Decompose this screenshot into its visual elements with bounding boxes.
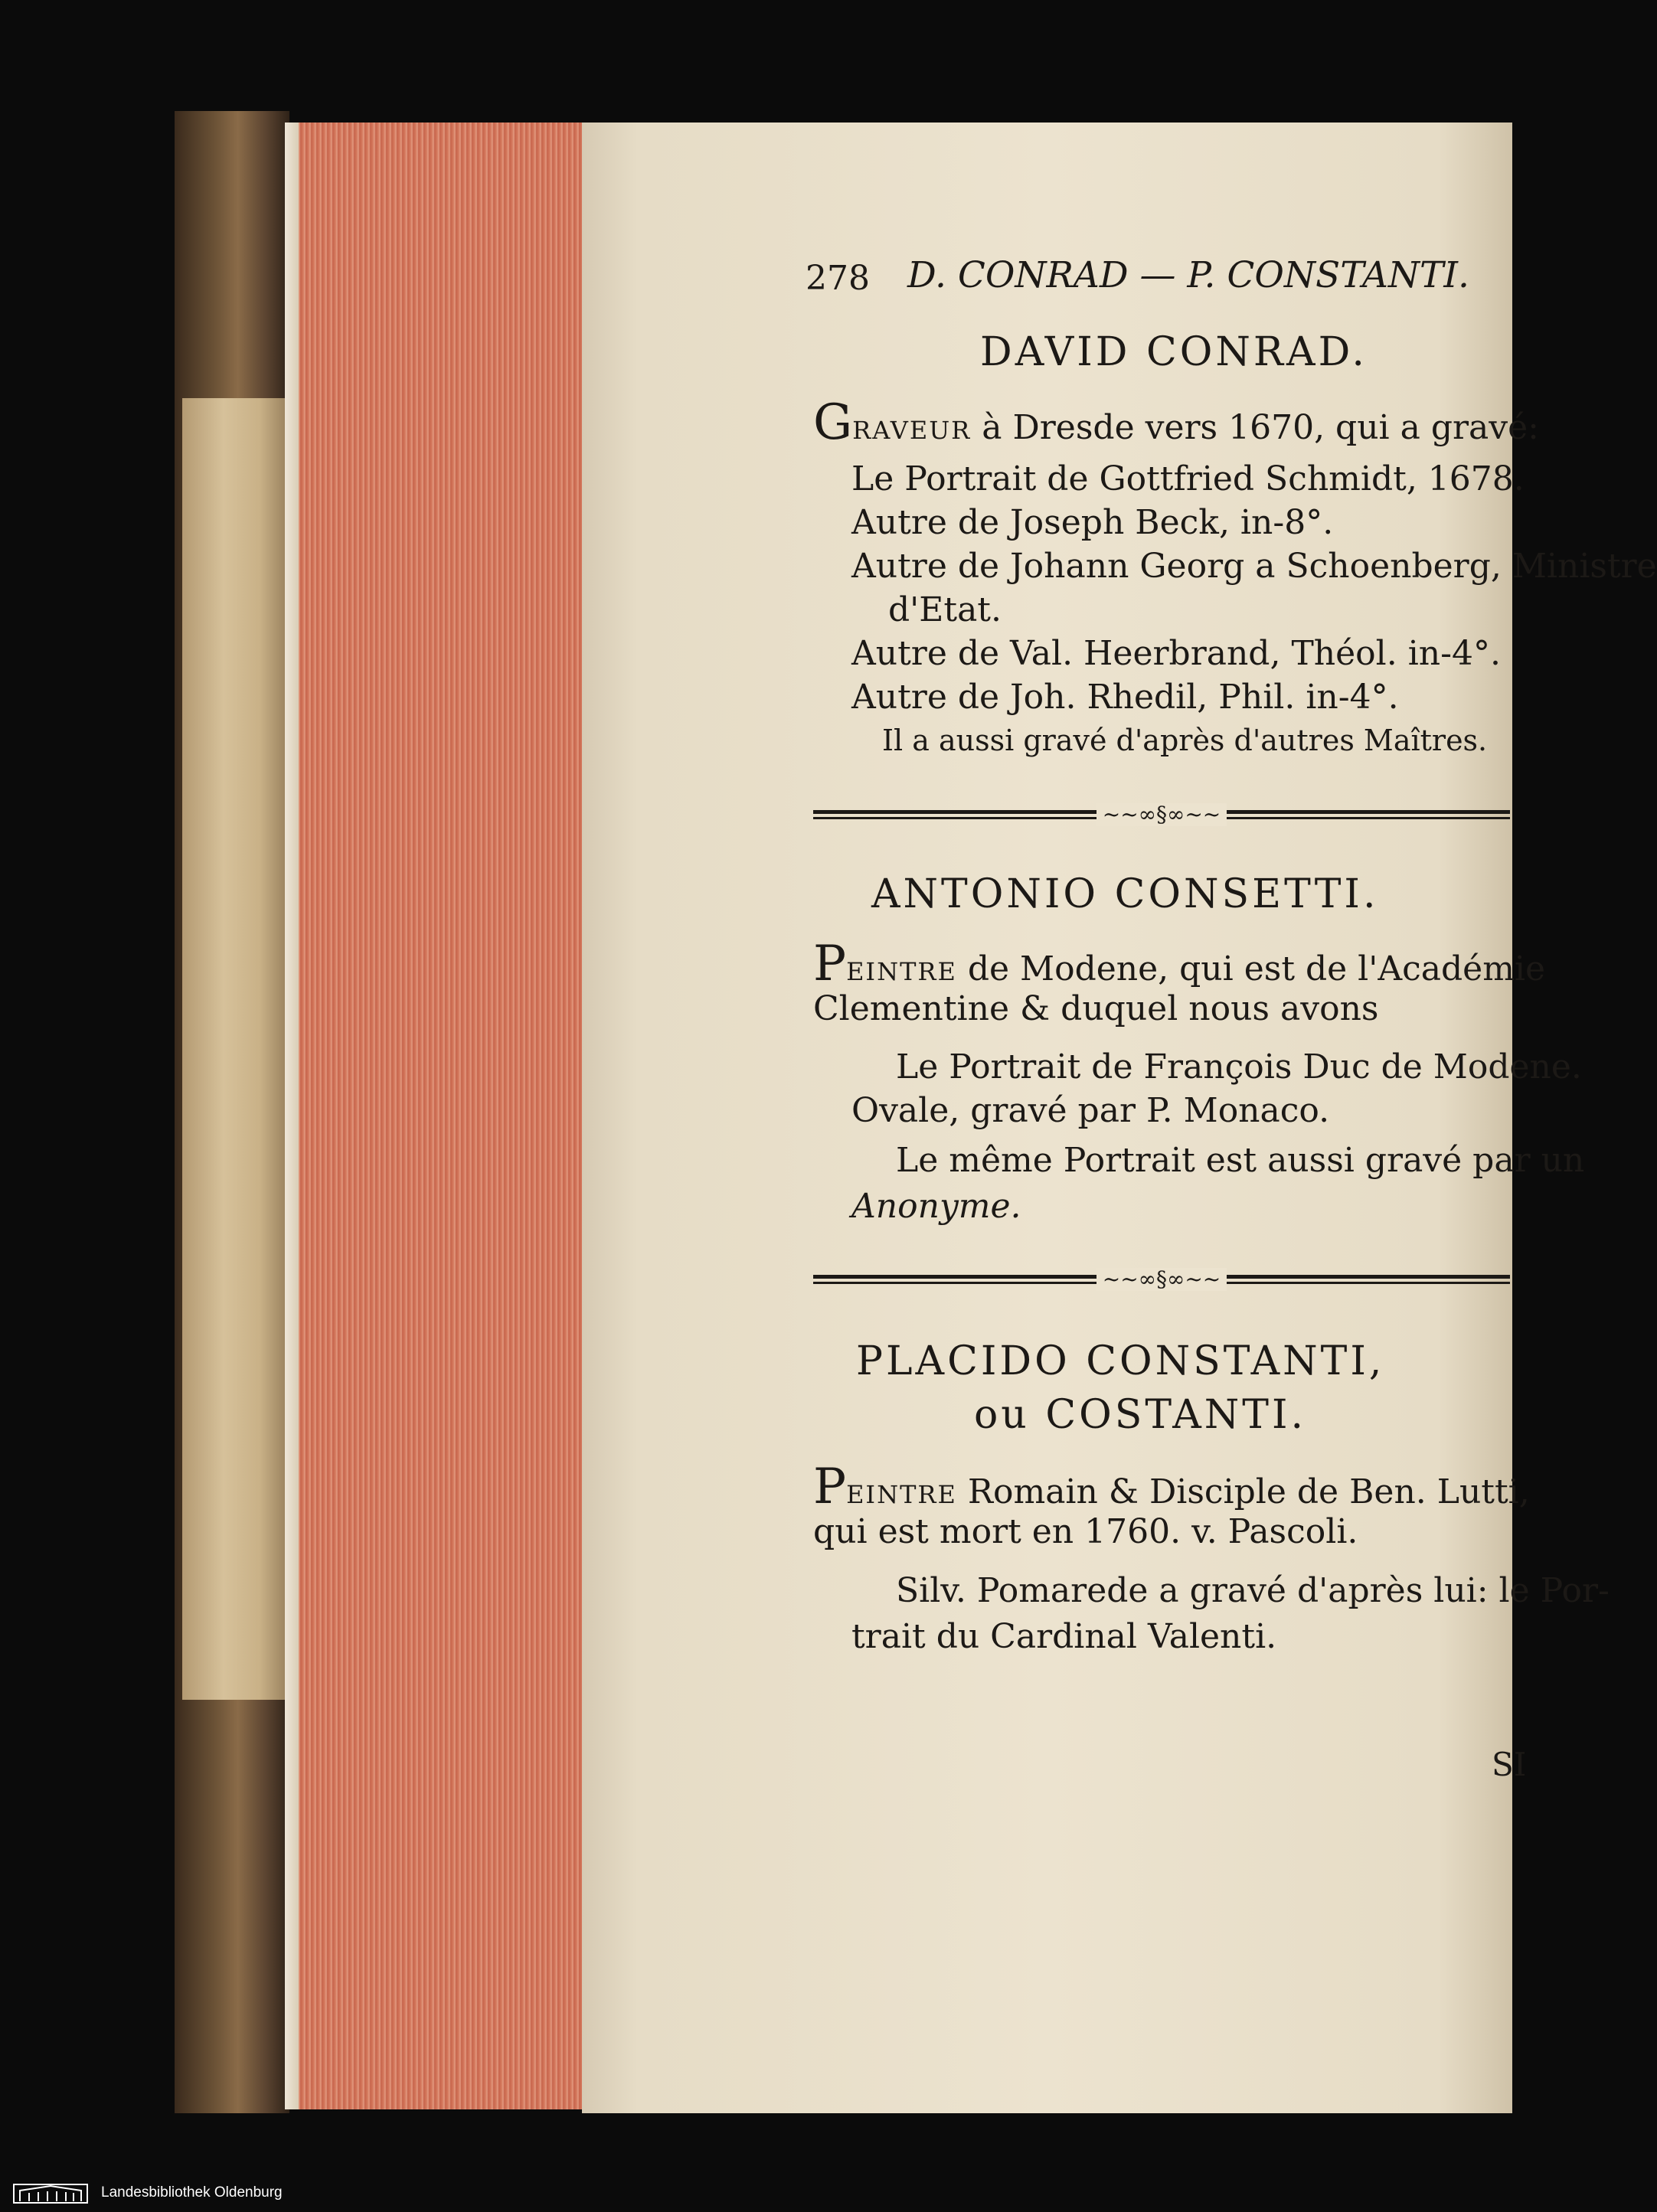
drop-capital: P [813, 1459, 847, 1515]
entry-heading: ANTONIO CONSETTI. [871, 871, 1379, 917]
entry-line: Ovale, gravé par P. Monaco. [851, 1091, 1330, 1130]
library-credit: Landesbibliothek Oldenburg [101, 2184, 283, 2201]
entry-line: Autre de Joseph Beck, in-8°. [851, 503, 1334, 542]
entry-line: d'Etat. [888, 590, 1002, 629]
entry-line: Autre de Johann Georg a Schoenberg, Ministre [851, 547, 1657, 586]
entry-note: Il a aussi gravé d'après d'autres Maîtres. [882, 724, 1488, 757]
page-edges [285, 123, 583, 2109]
library-building-icon [12, 2183, 89, 2204]
spine-label-patch [182, 398, 286, 1700]
entry-line: Silv. Pomarede a gravé d'après lui: le Por- [896, 1571, 1610, 1610]
entry-line: Autre de Val. Heerbrand, Théol. in-4°. [851, 634, 1501, 673]
ornamental-rule: ~~∞§∞~~ [813, 1275, 1510, 1286]
entry-line: trait du Cardinal Valenti. [851, 1617, 1277, 1656]
intro-text: Romain & Disciple de Ben. Lutti, [956, 1472, 1530, 1511]
entry-intro [813, 394, 1539, 451]
ornamental-rule: ~~∞§∞~~ [813, 810, 1510, 821]
intro-text: à Dresde vers 1670, qui a gravé: [971, 408, 1539, 447]
entry-line: Le Portrait de François Duc de Modene. [896, 1047, 1582, 1086]
entry-intro [813, 1459, 1530, 1515]
page-number: 278 [806, 259, 870, 298]
entry-heading: DAVID CONRAD. [980, 329, 1368, 375]
entry-line: Autre de Joh. Rhedil, Phil. in-4°. [851, 678, 1399, 717]
entry-line: Anonyme. [851, 1187, 1021, 1226]
entry-heading: PLACIDO CONSTANTI, [856, 1338, 1385, 1384]
entry-intro-line: qui est mort en 1760. v. Pascoli. [813, 1512, 1358, 1551]
small-caps-word: EINTRE [846, 957, 957, 986]
running-title: D. CONRAD — P. CONSTANTI. [907, 254, 1469, 296]
entry-line: Le même Portrait est aussi gravé par un [896, 1141, 1585, 1180]
intro-text: de Modene, qui est de l'Académie [956, 949, 1546, 988]
entry-line: Le Portrait de Gottfried Schmidt, 1678. [851, 459, 1525, 498]
entry-intro [813, 936, 1545, 992]
drop-capital: G [813, 394, 853, 451]
small-caps-word: RAVEUR [852, 416, 972, 445]
drop-capital: P [813, 936, 847, 992]
small-caps-word: EINTRE [846, 1480, 957, 1509]
entry-heading-line2: ou COSTANTI. [974, 1392, 1307, 1438]
entry-intro-line: Clementine & duquel nous avons [813, 989, 1379, 1028]
page-edge-highlight [285, 123, 299, 2109]
catchword: SI [1492, 1746, 1527, 1783]
